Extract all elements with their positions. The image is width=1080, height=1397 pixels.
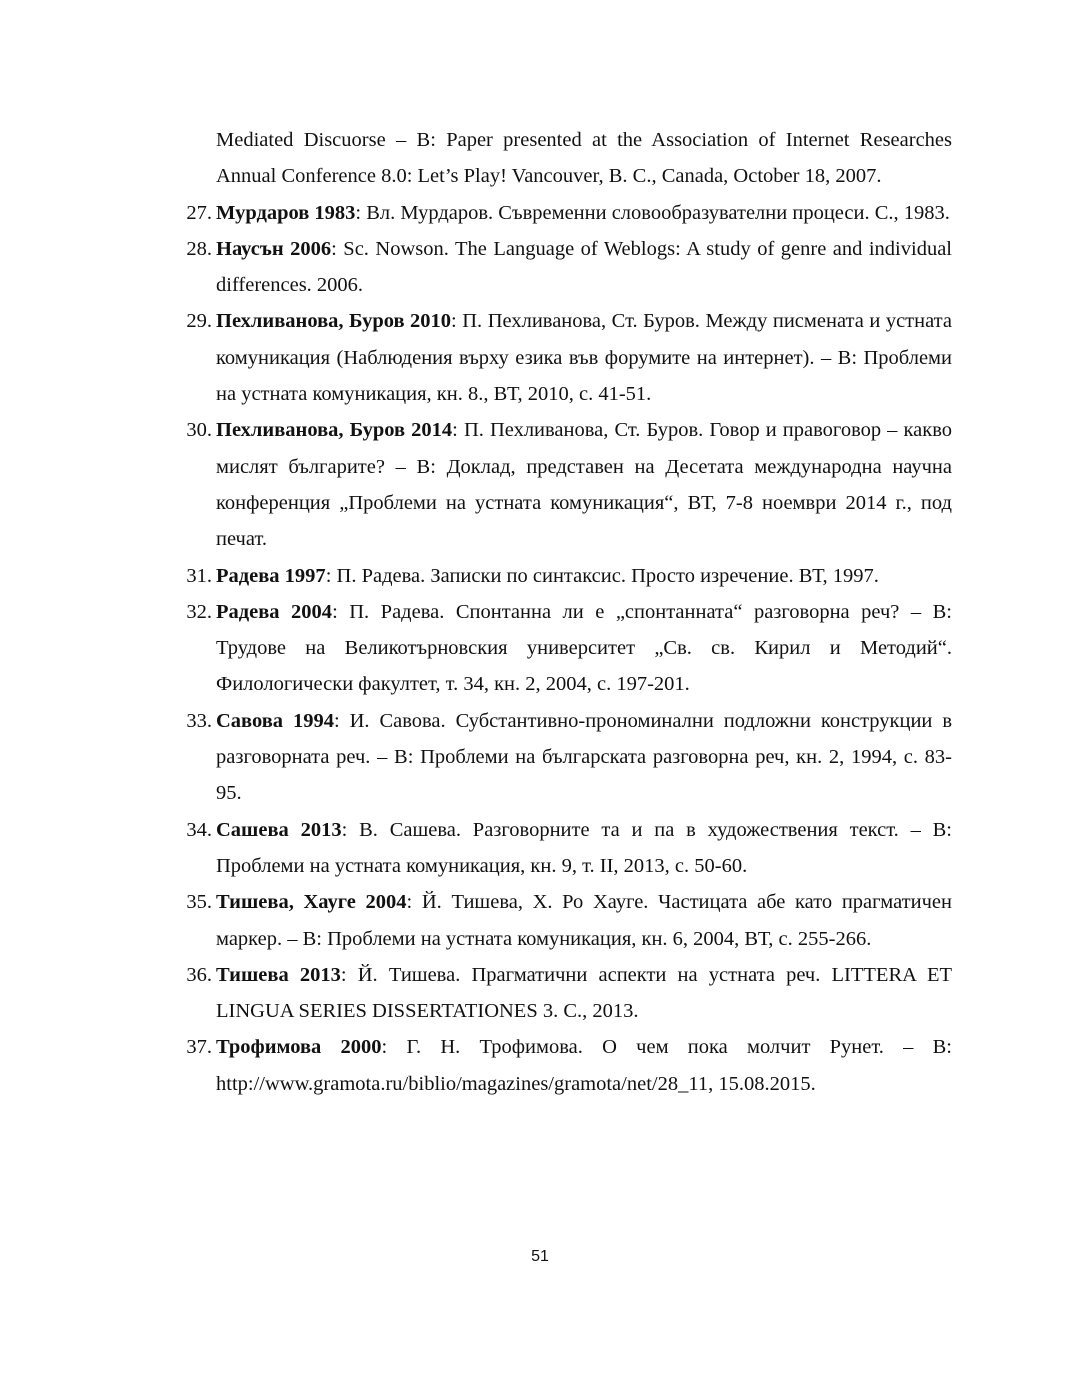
reference-item [186, 195, 952, 231]
reference-author: Тишева 2013 [216, 963, 341, 986]
reference-number: 32. [186, 600, 212, 623]
reference-text: : И. Савова. Субстантивно-прономинални подложни конструкции в разговорната реч. – В: Проблеми на българската разговорна реч, кн. 2, 1994, с. 83-95. [216, 709, 952, 805]
reference-author: Радева 1997 [216, 564, 326, 587]
reference-item [186, 957, 952, 1030]
reference-item [186, 303, 952, 412]
reference-author: Сашева 2013 [216, 818, 342, 841]
reference-number: 31. [186, 564, 212, 587]
reference-text: : Вл. Мурдаров. Съвременни словообразувателни процеси. С., 1983. [355, 201, 950, 224]
reference-author: Трофимова 2000 [216, 1036, 382, 1059]
reference-author: Пехливанова, Буров 2010 [216, 310, 452, 333]
reference-author: Тишева, Хауге 2004 [216, 891, 407, 914]
reference-item [186, 703, 952, 812]
reference-number: 29. [186, 310, 212, 333]
reference-text: : П. Радева. Спонтанна ли е „спонтанната“ разговорна реч? – В: Трудове на Великотърновския университет „Св. св. Кирил и Методий“. Филологически факултет, т. 34, кн. 2, 2004, с. 197-201. [216, 600, 953, 696]
reference-number: 37. [186, 1036, 212, 1059]
reference-number: 28. [186, 237, 212, 260]
reference-number: 30. [186, 419, 212, 442]
reference-item [186, 1029, 952, 1102]
reference-item [186, 594, 953, 703]
reference-text: : Й. Тишева. Прагматични аспекти на устната реч. LITTERA ET LINGUA SERIES DISSERTATIONES 3. С., 2013. [216, 963, 952, 1023]
reference-author: Наусън 2006 [216, 237, 332, 260]
reference-text: : Й. Тишева, Х. Ро Хауге. Частицата абе като прагматичен маркер. – В: Проблеми на устната комуникация, кн. 6, 2004, ВТ, с. 255-266. [216, 891, 952, 950]
reference-author: Савова 1994 [216, 709, 334, 732]
reference-item [186, 812, 952, 885]
reference-text: : П. Пехливанова, Ст. Буров. Говор и правоговор – какво мислят българите? – В: Доклад, представен на Десетата международна научна конференция „Проблеми на устната комуникация“, ВТ, 7-8 ноември 2014 г., под печат. [216, 419, 952, 551]
reference-item [186, 558, 952, 594]
reference-number: 27. [186, 201, 212, 224]
reference-number: 35. [186, 891, 212, 914]
reference-text: : П. Пехливанова, Ст. Буров. Между писмената и устната комуникация (Наблюдения върху езика във форумите на интернет). – В: Проблеми на устната комуникация, кн. 8., ВТ, 2010, с. 41-51. [216, 310, 952, 406]
reference-author: Радева 2004 [216, 600, 333, 623]
reference-number: 36. [186, 963, 212, 986]
reference-list [186, 195, 953, 1102]
reference-author: Пехливанова, Буров 2014 [216, 419, 453, 442]
reference-item [186, 231, 952, 304]
reference-text: : Sc. Nowson. The Language of Weblogs: A study of genre and individual differences. 2006. [216, 237, 952, 297]
bibliography [186, 122, 953, 1102]
reference-number: 34. [186, 818, 212, 841]
reference-item [186, 884, 952, 957]
reference-item [186, 412, 952, 557]
reference-author: Мурдаров 1983 [216, 201, 356, 224]
page-number: 51 [531, 1248, 549, 1265]
reference-text: : В. Сашева. Разговорните та и па в художествения текст. – В: Проблеми на устната комуникация, кн. 9, т. II, 2013, с. 50-60. [216, 818, 952, 877]
reference-text: : П. Радева. Записки по синтаксис. Просто изречение. ВТ, 1997. [325, 564, 879, 587]
reference-number: 33. [186, 709, 212, 732]
reference-text: : Г. Н. Трофимова. О чем пока молчит Рунет. – В: http://www.gramota.ru/biblio/magazines/gramota/net/28_11, 15.08.2015. [216, 1036, 952, 1095]
reference-continuation: Mediated Discuorse – В: Paper presented at the Association of Internet Researches Annual Conference 8.0: Let’s Play! Vancouver, B. C., Canada, October 18, 2007. [216, 129, 952, 188]
